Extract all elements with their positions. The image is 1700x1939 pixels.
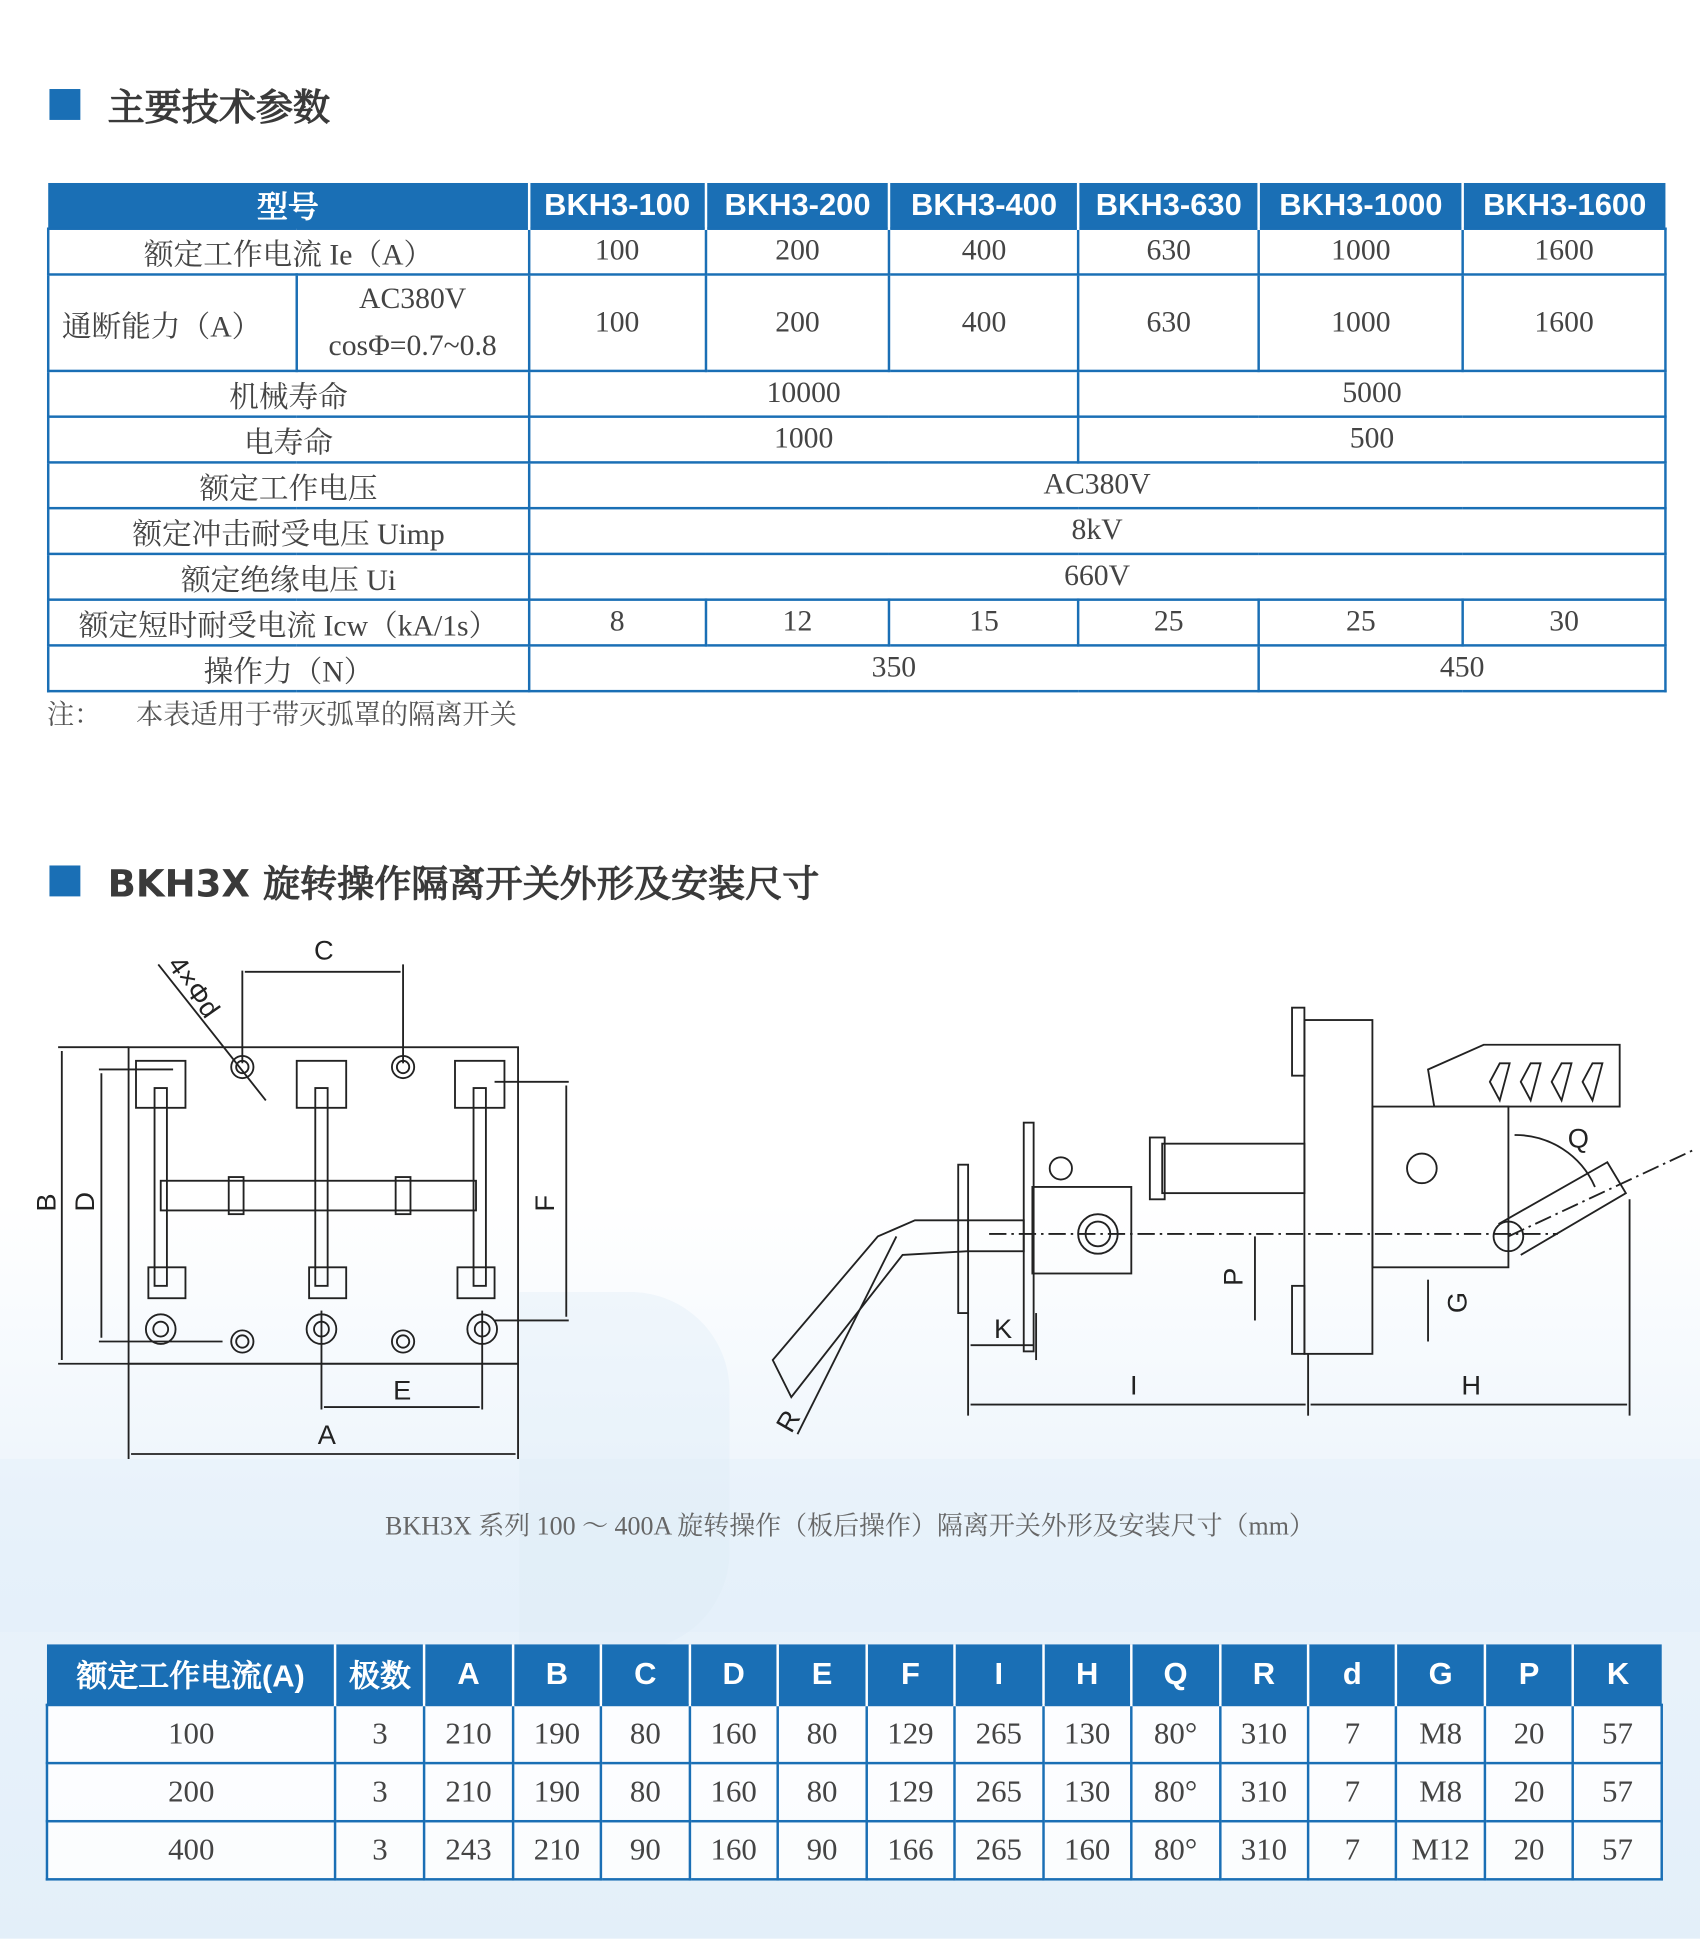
table-row (48, 508, 1665, 554)
header-cell: R (1220, 1644, 1308, 1705)
cell: 160 (690, 1763, 778, 1821)
dim-r-line (797, 1236, 896, 1434)
cell: 20 (1485, 1763, 1573, 1821)
cell: 25 (1259, 600, 1463, 646)
condition-power-factor: cosΦ=0.7~0.8 (328, 330, 497, 363)
header-cell: 型号 (48, 183, 529, 229)
row-label: 电寿命 (48, 417, 529, 463)
section-title-dimensions (49, 853, 819, 907)
table-header-row (48, 183, 1665, 229)
cell: 400 (890, 229, 1079, 275)
base-plate (129, 1047, 518, 1364)
cell: 3 (336, 1821, 425, 1879)
note-text: 本表适用于带灭弧罩的隔离开关 (136, 698, 517, 730)
header-cell: F (866, 1644, 954, 1705)
handle-arm (1499, 1162, 1626, 1255)
row-label: 通断能力（A） (48, 274, 296, 370)
row-label: 机械寿命 (48, 371, 529, 417)
cell: M8 (1396, 1763, 1484, 1821)
cell: 1000 (1259, 229, 1463, 275)
cell: 80 (778, 1763, 866, 1821)
cell: 12 (705, 600, 889, 646)
cell: 20 (1485, 1705, 1573, 1763)
cell: 190 (513, 1705, 601, 1763)
cell: 243 (424, 1821, 512, 1879)
condition-cell (296, 274, 528, 370)
note-prefix: 注： (46, 698, 102, 730)
header-cell: d (1308, 1644, 1396, 1705)
header-cell: G (1396, 1644, 1484, 1705)
row-label: 额定工作电压 (48, 462, 529, 508)
cell: 130 (1043, 1705, 1131, 1763)
cell: 100 (529, 274, 706, 370)
vent-slots (1490, 1063, 1603, 1100)
table-note (47, 694, 517, 732)
cell: 90 (778, 1821, 866, 1879)
header-cell: E (778, 1644, 866, 1705)
cell: 57 (1573, 1763, 1661, 1821)
cell: 200 (47, 1763, 336, 1821)
table-row (47, 1821, 1662, 1879)
header-cell: C (601, 1644, 689, 1705)
cell: 210 (424, 1763, 512, 1821)
cell: 265 (955, 1763, 1043, 1821)
cell: 265 (955, 1821, 1043, 1879)
watermark-shape (0, 1459, 1700, 1632)
table-header-row (47, 1644, 1662, 1705)
table-row (48, 371, 1665, 417)
cell: 8 (529, 600, 706, 646)
cell: 450 (1259, 645, 1665, 691)
condition-voltage: AC380V (359, 283, 467, 316)
table-row (48, 274, 1665, 370)
cell: 80° (1131, 1763, 1219, 1821)
table-row (47, 1763, 1662, 1821)
header-cell: A (424, 1644, 512, 1705)
cell: 20 (1485, 1821, 1573, 1879)
cell: 57 (1573, 1821, 1661, 1879)
cell: 25 (1079, 600, 1259, 646)
mounting-hole-icon (231, 1330, 253, 1352)
cell: 160 (690, 1821, 778, 1879)
cell: 8kV (529, 508, 1666, 554)
dimensions-table (46, 1644, 1663, 1880)
label-b: B (30, 1193, 62, 1212)
shaft (1162, 1144, 1304, 1193)
row-label: 额定工作电流 Ie（A） (48, 229, 529, 275)
cell: 57 (1573, 1705, 1661, 1763)
cell: 130 (1043, 1763, 1131, 1821)
header-cell: BKH3-200 (705, 183, 889, 229)
cell: 7 (1308, 1821, 1396, 1879)
label-c: C (314, 934, 334, 966)
label-hole-diameter: 4×Φd (161, 950, 227, 1024)
table-row (48, 554, 1665, 600)
panel-plate (1304, 1020, 1372, 1354)
cell: 5000 (1079, 371, 1666, 417)
cell: 630 (1079, 229, 1259, 275)
cell: 350 (529, 645, 1259, 691)
header-cell: P (1485, 1644, 1573, 1705)
cell: 200 (705, 274, 889, 370)
cell: 80° (1131, 1821, 1219, 1879)
cell: 1600 (1463, 274, 1666, 370)
table-row (48, 462, 1665, 508)
cell: 1000 (1259, 274, 1463, 370)
cell: 400 (890, 274, 1079, 370)
cell: 100 (529, 229, 706, 275)
label-h: H (1461, 1369, 1482, 1401)
label-q: Q (1567, 1122, 1589, 1154)
specs-table (47, 183, 1667, 692)
cell: 210 (424, 1705, 512, 1763)
header-cell: Q (1131, 1644, 1219, 1705)
cell: 15 (890, 600, 1079, 646)
cell: 400 (47, 1821, 336, 1879)
cell: 1600 (1463, 229, 1666, 275)
cell: 1000 (529, 417, 1079, 463)
header-cell: BKH3-1000 (1259, 183, 1463, 229)
header-cell: 极数 (336, 1644, 425, 1705)
cell: 7 (1308, 1763, 1396, 1821)
operating-handle (773, 1220, 968, 1397)
cell: 190 (513, 1763, 601, 1821)
label-g: G (1441, 1291, 1473, 1314)
cell: M12 (1396, 1821, 1484, 1879)
cell: 630 (1079, 274, 1259, 370)
header-cell: K (1573, 1644, 1661, 1705)
cell: 10000 (529, 371, 1079, 417)
cell: M8 (1396, 1705, 1484, 1763)
table-row (48, 229, 1665, 275)
cell: 7 (1308, 1705, 1396, 1763)
cell: 265 (955, 1705, 1043, 1763)
cell: 310 (1220, 1821, 1308, 1879)
cell: AC380V (529, 462, 1666, 508)
section-marker-icon (49, 865, 80, 896)
cell: 500 (1079, 417, 1666, 463)
cell: 80 (778, 1705, 866, 1763)
cell: 200 (705, 229, 889, 275)
label-i: I (1130, 1369, 1138, 1401)
mounting-hole-icon (392, 1330, 414, 1352)
header-cell: D (690, 1644, 778, 1705)
row-label: 额定短时耐受电流 Icw（kA/1s） (48, 600, 529, 646)
label-p: P (1217, 1267, 1249, 1286)
table-row (48, 600, 1665, 646)
cell: 100 (47, 1705, 336, 1763)
label-f: F (528, 1195, 560, 1212)
cell: 129 (866, 1705, 954, 1763)
header-cell: 额定工作电流(A) (47, 1644, 336, 1705)
section-title-specs (49, 77, 330, 131)
header-cell: BKH3-100 (529, 183, 706, 229)
cell: 166 (866, 1821, 954, 1879)
cell: 90 (601, 1821, 689, 1879)
header-cell: H (1043, 1644, 1131, 1705)
drawing-caption: BKH3X 系列 100 ～ 400A 旋转操作（板后操作）隔离开关外形及安装尺寸（mm） (385, 1510, 1315, 1541)
label-k: K (994, 1312, 1013, 1344)
cell: 3 (336, 1763, 425, 1821)
cell: 80° (1131, 1705, 1219, 1763)
table-row (48, 645, 1665, 691)
table-row (47, 1705, 1662, 1763)
side-view-drawing (742, 989, 1700, 1459)
front-plate (958, 1165, 968, 1313)
label-d: D (68, 1192, 100, 1212)
section-marker-icon (49, 88, 80, 119)
label-a: A (317, 1419, 336, 1451)
cell: 80 (601, 1763, 689, 1821)
row-label: 额定绝缘电压 Ui (48, 554, 529, 600)
cell: 30 (1463, 600, 1666, 646)
section-title-text: 主要技术参数 (107, 86, 331, 130)
switch-body (1372, 1107, 1508, 1268)
label-r: R (769, 1404, 807, 1438)
header-cell: BKH3-1600 (1463, 183, 1666, 229)
cell: 660V (529, 554, 1666, 600)
cell: 3 (336, 1705, 425, 1763)
front-view-drawing (0, 915, 643, 1471)
row-label: 额定冲击耐受电压 Uimp (48, 508, 529, 554)
row-label: 操作力（N） (48, 645, 529, 691)
cell: 160 (1043, 1821, 1131, 1879)
cell: 310 (1220, 1763, 1308, 1821)
header-cell: I (955, 1644, 1043, 1705)
pole-assembly (136, 1061, 504, 1344)
cell: 310 (1220, 1705, 1308, 1763)
label-e: E (393, 1374, 412, 1406)
header-cell: BKH3-630 (1079, 183, 1259, 229)
header-cell: B (513, 1644, 601, 1705)
cell: 210 (513, 1821, 601, 1879)
cell: 129 (866, 1763, 954, 1821)
cell: 80 (601, 1705, 689, 1763)
header-cell: BKH3-400 (890, 183, 1079, 229)
cell: 160 (690, 1705, 778, 1763)
table-row (48, 417, 1665, 463)
section-title-text: BKH3X 旋转操作隔离开关外形及安装尺寸 (107, 863, 820, 907)
